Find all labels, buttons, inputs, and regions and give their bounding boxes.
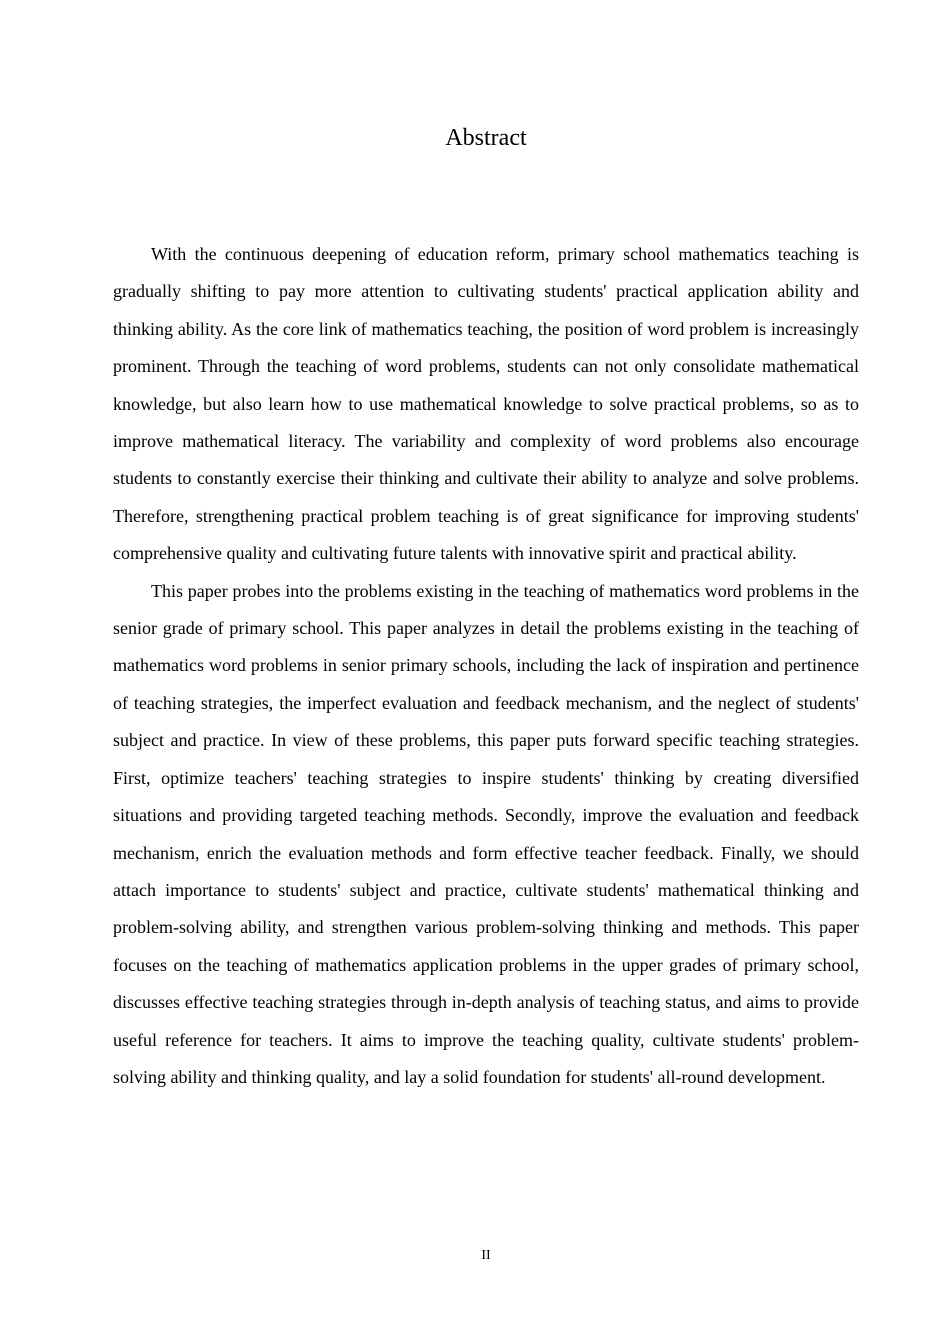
page-title: Abstract: [445, 125, 527, 151]
page-number: II: [481, 1248, 491, 1263]
abstract-body: [113, 236, 859, 1096]
abstract-paragraph-1: With the continuous deepening of education reform, primary school mathematics teaching is gradually shifting to pay more attention to cultivating students' practical application ability and thinking ability. As the core link of mathematics teaching, the position of word problem is increasingly prominent. Through the teaching of word problems, students can not only consolidate mathematical knowledge, but also learn how to use mathematical knowledge to solve practical problems, so as to improve mathematical literacy. The variability and complexity of word problems also encourage students to constantly exercise their thinking and cultivate their ability to analyze and solve problems. Therefore, strengthening practical problem teaching is of great significance for improving students' comprehensive quality and cultivating future talents with innovative spirit and practical ability.: [113, 244, 859, 564]
abstract-paragraph-2: This paper probes into the problems existing in the teaching of mathematics word problems in the senior grade of primary school. This paper analyzes in detail the problems existing in the teaching of mathematics word problems in senior primary schools, including the lack of inspiration and pertinence of teaching strategies, the imperfect evaluation and feedback mechanism, and the neglect of students' subject and practice. In view of these problems, this paper puts forward specific teaching strategies. First, optimize teachers' teaching strategies to inspire students' thinking by creating diversified situations and providing targeted teaching methods. Secondly, improve the evaluation and feedback mechanism, enrich the evaluation methods and form effective teacher feedback. Finally, we should attach importance to students' subject and practice, cultivate students' mathematical thinking and problem-solving ability, and strengthen various problem-solving thinking and methods. This paper focuses on the teaching of mathematics application problems in the upper grades of primary school, discusses effective teaching strategies through in-depth analysis of teaching status, and aims to provide useful reference for teachers. It aims to improve the teaching quality, cultivate students' problem-solving ability and thinking quality, and lay a solid foundation for students' all-round development.: [113, 580, 859, 1087]
